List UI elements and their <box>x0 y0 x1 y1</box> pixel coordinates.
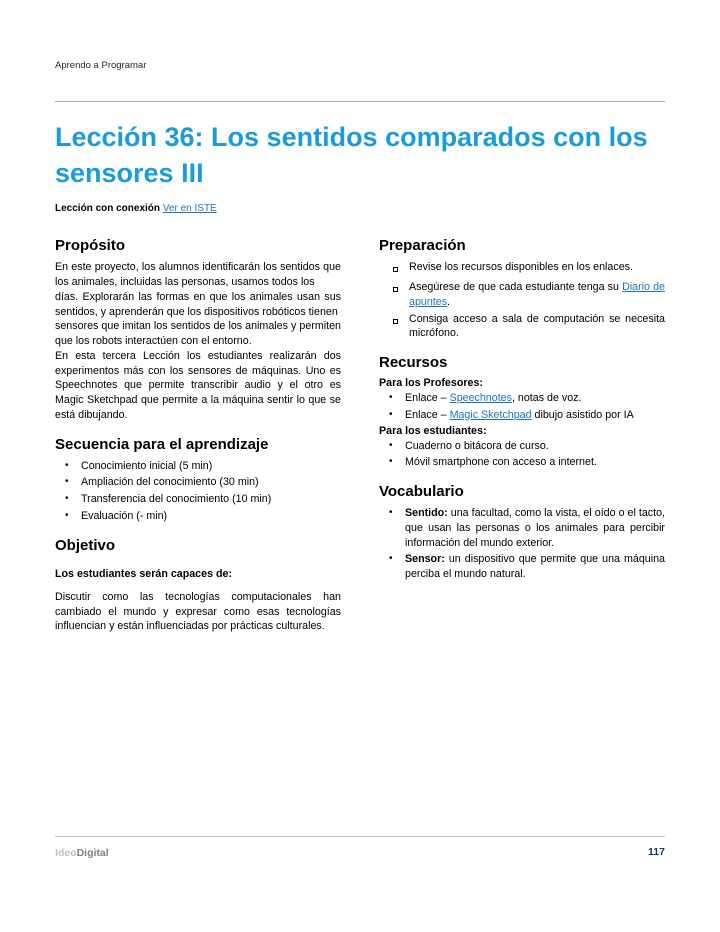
list-item-label: Ampliación del conocimiento (30 min) <box>81 476 259 489</box>
bullet-icon: • <box>65 493 69 505</box>
two-column-layout <box>55 224 665 634</box>
preparacion-heading: Preparación <box>379 237 466 255</box>
secuencia-list <box>55 459 341 524</box>
vocab-term: Sentido: <box>405 507 448 520</box>
list-item-label: Transferencia del conocimiento (10 min) <box>81 493 272 506</box>
square-bullet-icon <box>379 312 409 342</box>
bullet-icon: • <box>65 476 69 488</box>
square-bullet-icon <box>379 260 409 278</box>
left-column <box>55 224 341 634</box>
bullet-icon: • <box>389 392 393 404</box>
list-item <box>379 312 665 342</box>
recursos-heading: Recursos <box>379 354 448 372</box>
page-footer <box>55 836 665 861</box>
list-item-label: Móvil smartphone con acceso a internet. <box>405 456 597 469</box>
bullet-icon: • <box>389 439 393 451</box>
speechnotes-link[interactable]: Speechnotes <box>449 392 512 405</box>
list-item <box>379 439 665 454</box>
list-item-label <box>405 391 665 406</box>
list-item <box>55 509 341 524</box>
objetivo-heading: Objetivo <box>55 536 116 554</box>
footer-divider <box>55 836 665 837</box>
proposito-paragraph: En esta tercera Lección los estudiantes realizarán dos experimentos más con los sensores de máquinas. Uno es Speechnotes que permite transcribir audio y el otro es Magic Sketchpad que permite a la máquina sentir lo que se está dibujando. <box>55 349 341 421</box>
list-item <box>379 552 665 582</box>
iste-link[interactable]: Ver en ISTE <box>162 203 217 215</box>
header-brand: Aprendo a Programar <box>55 60 147 71</box>
list-item <box>379 408 665 423</box>
vocab-entry <box>405 506 665 550</box>
page-number: 117 <box>648 846 665 858</box>
lesson-connection <box>55 203 665 214</box>
list-item <box>55 459 341 474</box>
list-item <box>379 391 665 406</box>
preparacion-list <box>379 260 665 341</box>
proposito-paragraph: En este proyecto, los alumnos identificarán los sentidos que los animales, incluidas las personas, usamos todos los <box>55 261 341 289</box>
list-item <box>379 455 665 470</box>
list-item-text: Enlace – <box>405 408 450 421</box>
estudiantes-list <box>379 439 665 471</box>
footer-brand-ideo: Ideo <box>55 847 77 859</box>
list-item <box>379 506 665 550</box>
list-item-label: Revise los recursos disponibles en los enlaces. <box>409 261 633 274</box>
list-item-label: Evaluación (- min) <box>81 509 168 522</box>
footer-row <box>55 843 665 861</box>
list-item-text: Enlace – <box>405 392 450 405</box>
bullet-icon: • <box>65 509 69 521</box>
list-item <box>55 492 341 507</box>
objetivo-lead: Los estudiantes serán capaces de: <box>55 567 233 580</box>
list-item <box>379 280 665 310</box>
bullet-icon: • <box>389 553 393 565</box>
list-item-text: , notas de voz. <box>511 392 582 405</box>
header-divider <box>55 101 665 102</box>
square-bullet-icon <box>379 280 409 310</box>
proposito-paragraph: días. Explorarán las formas en que los animales usan sus sentidos, y aprenderán que los dispositivos robóticos tienen <box>55 290 341 318</box>
list-item <box>55 475 341 490</box>
diario-apuntes-link[interactable]: Diario de apuntes <box>409 281 665 308</box>
magic-sketchpad-link[interactable]: Magic Sketchpad <box>449 408 532 421</box>
list-item-label: Consiga acceso a sala de computación se necesita micrófono. <box>409 312 665 340</box>
proposito-paragraph: sensores que imitan los sentidos de los animales y permiten que los robots interactúen con el entorno. <box>55 320 341 348</box>
profesores-list <box>379 391 665 423</box>
list-item-label: Cuaderno o bitácora de curso. <box>405 439 549 452</box>
list-item-text: Asegúrese de que cada estudiante tenga su <box>409 281 623 294</box>
estudiantes-label: Para los estudiantes: <box>379 424 487 437</box>
list-item-label: Conocimiento inicial (5 min) <box>81 459 213 472</box>
vocab-term: Sensor: <box>405 553 445 566</box>
footer-brand <box>55 843 109 861</box>
footer-brand-digital: Digital <box>76 847 109 859</box>
page-title: Lección 36: Los sentidos comparados con los sensores III <box>55 122 648 188</box>
vocab-definition: una facultad, como la vista, el oído o el tacto, que usan las personas o los animales para percibir información del mundo exterior. <box>405 507 665 549</box>
profesores-label: Para los Profesores: <box>379 377 483 390</box>
bullet-icon: • <box>389 507 393 519</box>
bullet-icon: • <box>389 456 393 468</box>
list-item-text: . <box>447 295 451 308</box>
bullet-icon: • <box>389 408 393 420</box>
right-column <box>379 224 665 634</box>
list-item-label <box>405 408 665 423</box>
vocabulario-list <box>379 506 665 582</box>
secuencia-heading: Secuencia para el aprendizaje <box>55 435 269 453</box>
vocabulario-heading: Vocabulario <box>379 483 464 501</box>
vocab-entry <box>405 552 665 582</box>
objetivo-body: Discutir como las tecnologías computacionales han cambiado el mundo y expresar como esas tecnologías influencian y están influenciadas por prácticas culturales. <box>55 590 341 633</box>
list-item-text: dibujo asistido por IA <box>531 408 634 421</box>
vocab-definition: un dispositivo que permite que una máquina perciba el mundo natural. <box>405 553 665 581</box>
list-item-label <box>409 280 665 310</box>
proposito-heading: Propósito <box>55 237 125 255</box>
connection-label: Lección con conexión <box>55 203 163 215</box>
list-item <box>379 260 665 278</box>
bullet-icon: • <box>65 459 69 471</box>
